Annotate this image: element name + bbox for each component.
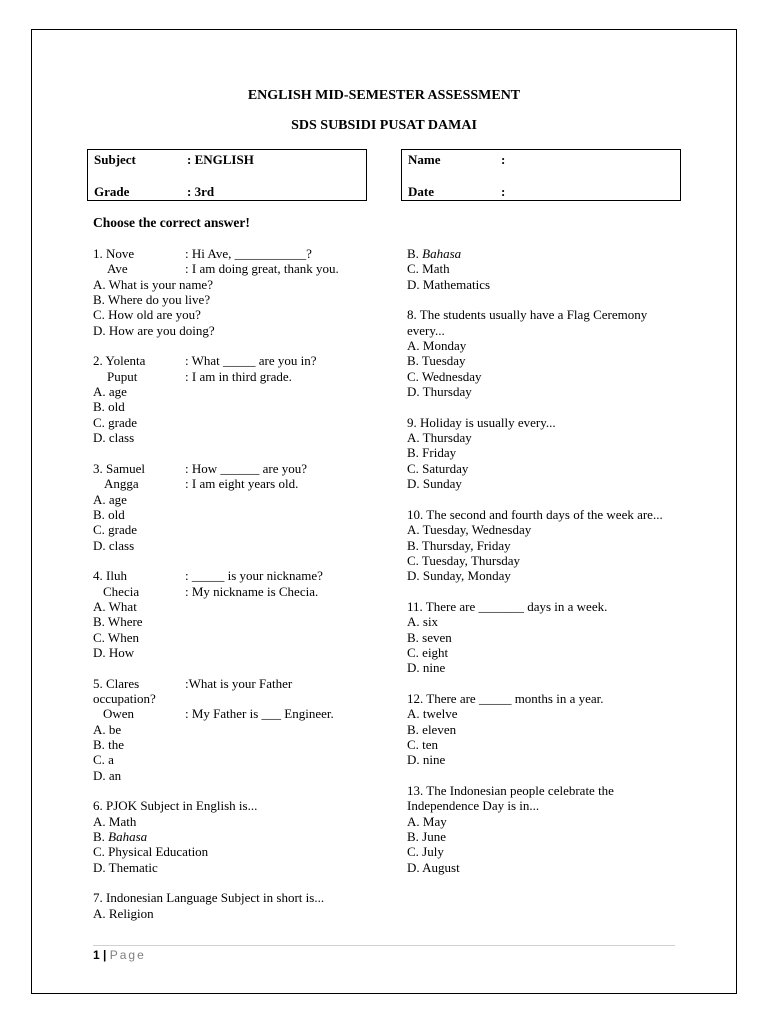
speaker: Owen [103,706,135,722]
grade-row [94,184,215,200]
subject-row [94,152,254,168]
option-a[interactable]: A. What is your name? [93,276,213,292]
name-label: Name [408,152,441,167]
option-b[interactable]: B. old [93,506,125,522]
option-d[interactable]: D. nine [407,660,446,676]
question-5 [93,676,378,783]
option-d[interactable]: D. How [93,644,135,660]
option-c[interactable]: C. eight [407,644,449,660]
name-row [408,152,506,168]
speaker: 4. Iluh [93,568,127,584]
option-d[interactable]: D. How are you doing? [93,322,215,338]
option-a[interactable]: A. six [407,614,439,630]
name-field[interactable]: : [501,152,506,167]
speaker: 2. Yolenta [93,353,146,369]
option-c[interactable]: C. How old are you? [93,307,201,323]
question-text: 7. Indonesian Language Subject in short is... [93,890,325,906]
date-label: Date [408,184,434,199]
question-text: 11. There are _______ days in a week. [407,598,608,614]
dialogue-line: : Hi Ave, ___________? [185,246,312,261]
option-b[interactable]: B. June [407,829,446,845]
footer-separator: | [103,948,107,962]
grade-label: Grade [94,184,130,199]
dialogue-line: : What _____ are you in? [185,353,317,369]
dialogue-line: : How ______ are you? [185,460,308,476]
dialogue-line: : I am doing great, thank you. [185,261,339,277]
right-column [407,246,677,875]
question-7-continued [407,246,677,292]
question-text: 6. PJOK Subject in English is... [93,798,258,814]
question-11 [407,599,677,676]
option-c[interactable]: C. Math [407,261,450,277]
question-text: 10. The second and fourth days of the week are... [407,506,663,522]
question-10 [407,507,677,584]
question-2 [93,353,378,445]
name-date-box [401,149,681,201]
option-c[interactable]: C. a [93,752,114,768]
footer-divider [93,945,675,946]
date-row [408,184,506,200]
option-d[interactable]: D. August [407,859,460,875]
school-name: SDS SUBSIDI PUSAT DAMAI [291,118,477,133]
question-9 [407,415,677,492]
option-c[interactable]: C. Tuesday, Thursday [407,552,521,568]
option-c[interactable]: C. July [407,844,444,860]
question-text: 13. The Indonesian people celebrate the Independence Day is in... [407,783,614,814]
question-text: 9. Holiday is usually every... [407,414,556,430]
question-8 [407,307,677,399]
option-c[interactable]: C. grade [93,414,138,430]
option-b[interactable]: B. Where [93,614,143,630]
subject-grade-box [87,149,367,201]
dialogue-line: : I am in third grade. [185,368,292,384]
subject-label: Subject [94,152,136,167]
option-c[interactable]: C. ten [407,737,439,752]
option-b[interactable]: B. seven [407,629,452,645]
option-a[interactable]: A. be [93,721,122,737]
option-c[interactable]: C. Saturday [407,460,469,476]
option-b[interactable] [407,246,677,261]
question-6 [93,798,378,875]
question-4 [93,568,378,660]
question-7 [93,890,378,921]
dialogue-line: : _____ is your nickname? [185,568,323,584]
page-number: 1 [93,948,100,962]
option-b[interactable]: B. eleven [407,721,457,737]
option-a[interactable]: A. Religion [93,905,154,921]
option-a[interactable]: A. age [93,384,127,400]
speaker: Checia [103,583,140,599]
option-a[interactable]: A. age [93,491,127,507]
option-a[interactable]: A. Monday [407,338,467,354]
subject-value: : ENGLISH [187,152,254,167]
option-c[interactable]: C. grade [93,522,138,538]
option-text: Bahasa [422,246,462,261]
left-column [93,246,378,921]
option-d[interactable]: D. class [93,537,135,553]
dialogue-line: : I am eight years old. [185,476,299,492]
speaker: 5. Clares [93,675,140,691]
option-d[interactable]: D. Sunday, Monday [407,568,511,584]
dialogue-line-continued: occupation? [93,690,156,706]
option-a[interactable]: A. Thursday [407,430,472,446]
question-13 [407,783,677,875]
option-a[interactable]: A. Tuesday, Wednesday [407,522,532,538]
date-field[interactable]: : [501,184,506,199]
option-d[interactable]: D. an [93,767,122,783]
speaker: Puput [107,368,138,384]
speaker: 3. Samuel [93,460,145,476]
option-a[interactable]: A. What [93,598,137,614]
option-c[interactable]: C. When [93,629,139,645]
page-footer [93,948,146,962]
option-d[interactable]: D. Sunday [407,476,462,492]
option-b[interactable]: B. old [93,399,125,415]
option-d[interactable]: D. Thematic [93,859,158,875]
option-d[interactable]: D. Mathematics [407,276,491,292]
grade-value: : 3rd [187,184,215,199]
speaker: 1. Nove [93,246,135,261]
instruction: Choose the correct answer! [93,215,250,230]
option-a[interactable]: A. twelve [407,706,458,722]
option-text: Bahasa [108,829,148,845]
option-b[interactable]: B. Friday [407,445,457,461]
option-a[interactable]: A. Math [93,813,137,829]
question-text: 12. There are _____ months in a year. [407,690,604,706]
dialogue-line: : My Father is ___ Engineer. [185,706,334,722]
option-c[interactable]: C. Physical Education [93,844,209,860]
question-3 [93,461,378,553]
question-12 [407,691,677,768]
option-letter: B. [93,829,109,845]
speaker: Ave [107,261,128,277]
option-b[interactable] [93,829,378,844]
option-c[interactable]: C. Wednesday [407,368,482,384]
page-label: Page [109,948,146,962]
document-title: ENGLISH MID-SEMESTER ASSESSMENT [247,88,521,103]
option-a[interactable]: A. May [407,813,447,829]
dialogue-line: :What is your Father [185,675,293,691]
option-letter: B. [407,246,423,261]
speaker: Angga [104,476,139,492]
option-b[interactable]: B. Where do you live? [93,292,211,308]
question-1 [93,246,378,338]
option-d[interactable]: D. nine [407,752,446,768]
option-b[interactable]: B. the [93,737,125,752]
question-text: 8. The students usually have a Flag Ceremony every... [407,307,648,338]
option-b[interactable]: B. Thursday, Friday [407,537,511,553]
option-d[interactable]: D. class [93,430,135,446]
option-d[interactable]: D. Thursday [407,384,472,400]
dialogue-line: : My nickname is Checia. [185,583,319,599]
option-b[interactable]: B. Tuesday [407,353,466,369]
